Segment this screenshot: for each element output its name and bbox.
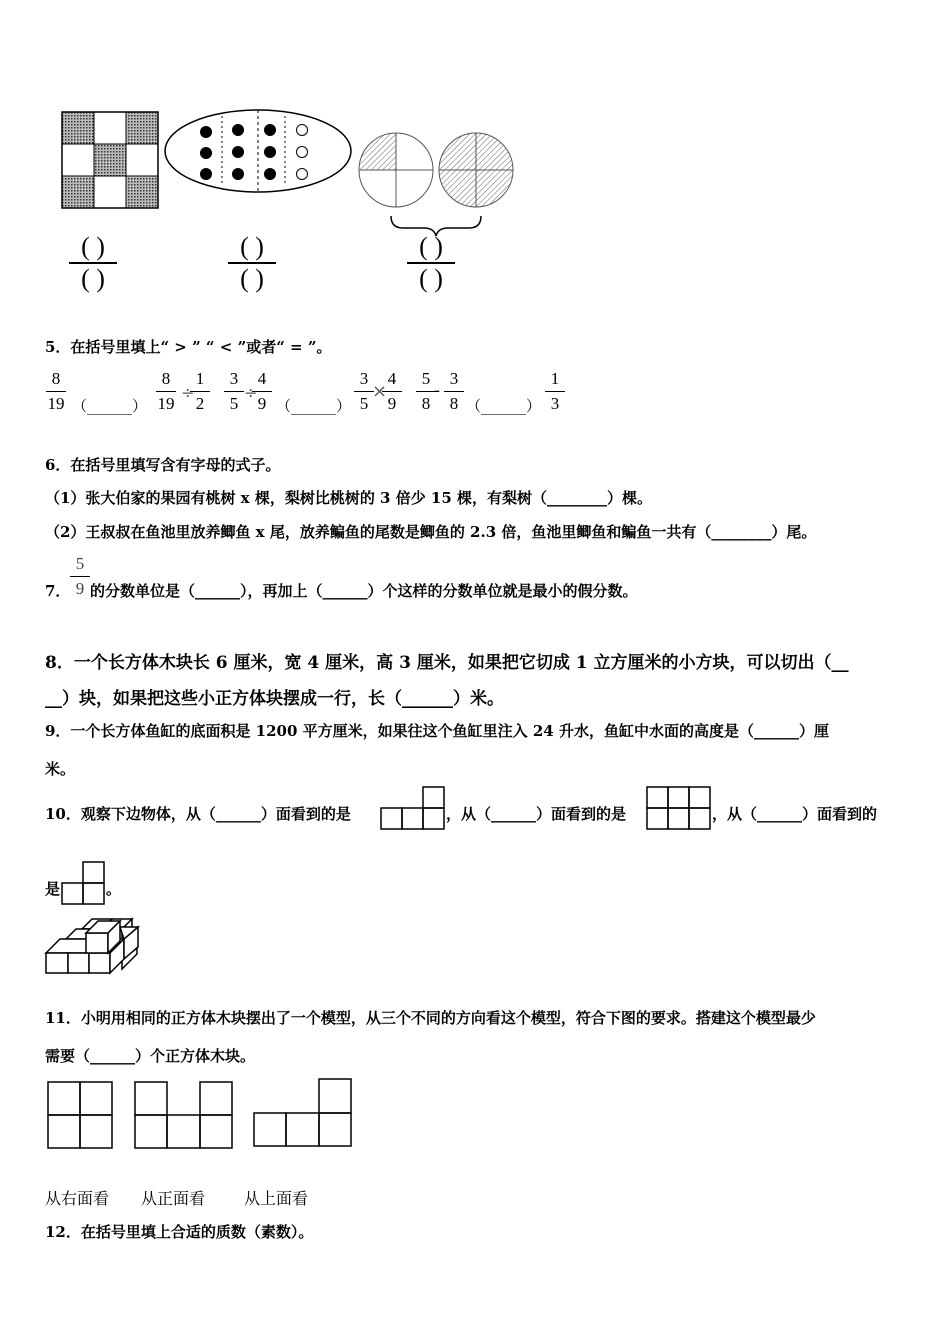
q10-view-b-figure: [646, 786, 712, 830]
q11-label-right: 从右面看: [45, 1189, 110, 1208]
q11-label-front: 从正面看: [141, 1189, 206, 1208]
q6-part-1: （1）张大伯家的果园有桃树 x 棵，梨树比桃树的 3 倍少 15 棵，有梨树（________）棵。: [45, 489, 653, 507]
q11-label-top: 从上面看: [244, 1189, 309, 1208]
q6-part-2: （2）王叔叔在鱼池里放养鲫鱼 x 尾，放养鳊鱼的尾数是鲫鱼的 2.3 倍，鱼池里鲫鱼和鳊鱼一共有（________）尾。: [45, 523, 817, 541]
q8-line-2: __）块，如果把这些小正方体块摆成一行，长（______）米。: [45, 689, 504, 709]
q10-part-2: ，从（______）面看到的是: [446, 805, 627, 823]
q5-title: 5．在括号里填上“ > ” “ < ”或者“ = ”。: [45, 338, 332, 356]
q10-part-4: 是: [45, 880, 61, 898]
q7-fraction: 5 9: [68, 553, 92, 600]
q11-line-1: 11．小明用相同的正方体木块摆出了一个模型，从三个不同的方向看这个模型，符合下图的要求。搭建这个模型最少: [45, 1009, 816, 1027]
q11-front-view-figure: [134, 1081, 234, 1149]
q5-blank-1[interactable]: （______）: [72, 397, 148, 415]
two-circles-figure: [358, 132, 518, 242]
fraction-answer-1[interactable]: ( ) ( ): [63, 234, 123, 292]
checkered-square-figure: [62, 112, 158, 208]
q10-part-3: ，从（______）面看到的: [712, 805, 878, 823]
q10-view-a-figure: [380, 786, 446, 830]
q7-text: 的分数单位是（______），再加上（______）个这样的分数单位就是最小的假分数。: [90, 582, 638, 600]
fraction-answer-3[interactable]: ( ) ( ): [401, 234, 461, 292]
q11-top-view-figure: [253, 1078, 353, 1148]
dots-ellipse-figure: [163, 108, 353, 194]
q11-line-2: 需要（______）个正方体木块。: [45, 1047, 256, 1065]
q7-number: 7．: [45, 582, 71, 600]
q12-text: 12．在括号里填上合适的质数（素数）。: [45, 1223, 314, 1241]
q9-line-2: 米。: [45, 760, 76, 778]
q10-view-c-figure: [61, 861, 107, 905]
q8-line-1: 8．一个长方体木块长 6 厘米，宽 4 厘米，高 3 厘米，如果把它切成 1 立方厘米的小方块，可以切出（__: [45, 653, 849, 673]
q5-blank-3[interactable]: （______）: [466, 397, 542, 415]
q11-right-view-figure: [47, 1081, 113, 1149]
q6-title: 6．在括号里填写含有字母的式子。: [45, 456, 281, 474]
q9-line-1: 9．一个长方体鱼缸的底面积是 1200 平方厘米，如果往这个鱼缸里注入 24 升水，鱼缸中水面的高度是（______）厘: [45, 722, 829, 740]
q10-part-5: 。: [106, 880, 122, 898]
q5-blank-2[interactable]: （______）: [276, 397, 352, 415]
q10-cube-stack-figure: [44, 917, 140, 975]
fraction-answer-2[interactable]: ( ) ( ): [222, 234, 282, 292]
q10-part-1: 10．观察下边物体，从（______）面看到的是: [45, 805, 351, 823]
